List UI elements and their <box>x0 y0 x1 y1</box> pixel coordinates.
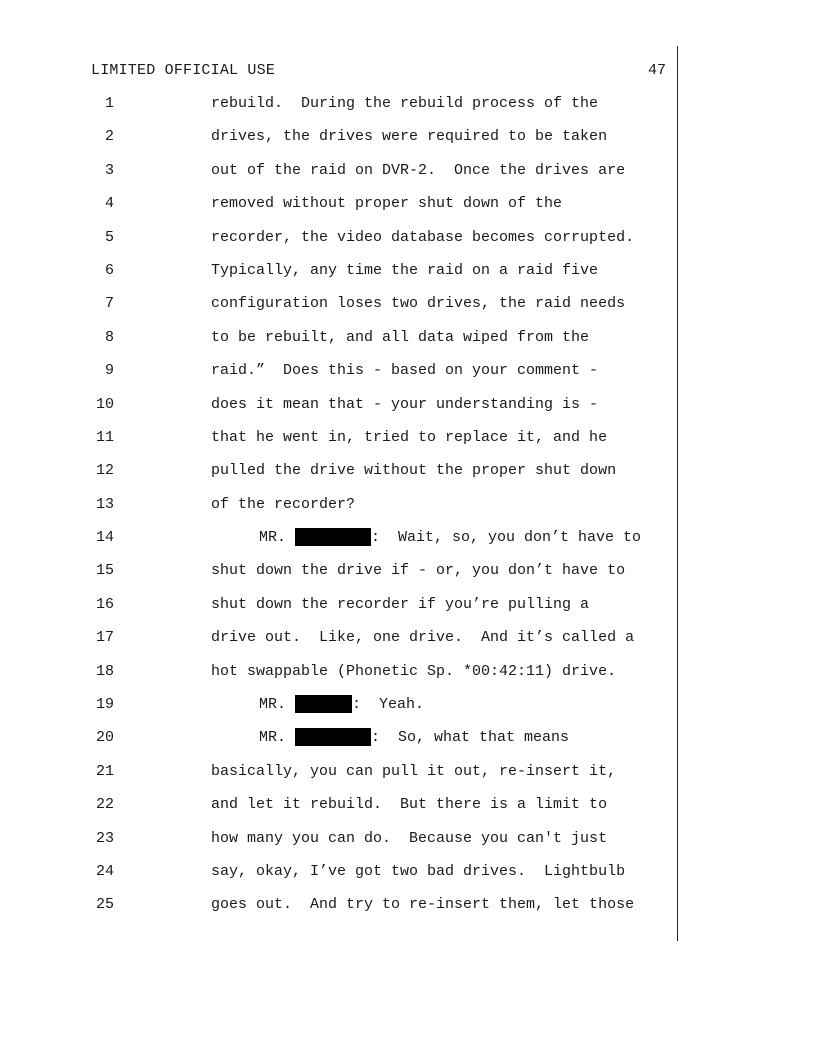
line-text: and let it rebuild. But there is a limit to <box>211 796 608 814</box>
transcript-line <box>0 763 816 796</box>
transcript-line <box>0 329 816 362</box>
transcript-line <box>0 195 816 228</box>
line-text: recorder, the video database becomes corrupted. <box>211 228 635 246</box>
classification-header: LIMITED OFFICIAL USE <box>91 62 276 79</box>
line-number: 24 <box>95 862 114 880</box>
line-number: 5 <box>104 228 114 246</box>
line-number: 25 <box>95 896 114 914</box>
line-text: Typically, any time the raid on a raid five <box>211 261 599 279</box>
line-number: 9 <box>104 362 114 380</box>
redaction-block <box>295 728 371 746</box>
transcript-line <box>0 596 816 629</box>
line-text: say, okay, I’ve got two bad drives. Lightbulb <box>211 862 626 880</box>
line-text: drives, the drives were required to be taken <box>211 128 608 146</box>
line-number: 10 <box>95 395 114 413</box>
transcript-line <box>0 562 816 595</box>
line-text: goes out. And try to re-insert them, let those <box>211 896 635 914</box>
line-number: 12 <box>95 462 114 480</box>
transcript-line <box>0 629 816 662</box>
transcript-line <box>0 896 816 929</box>
transcript-line <box>0 162 816 195</box>
line-text: to be rebuilt, and all data wiped from the <box>211 328 590 346</box>
line-text: basically, you can pull it out, re-insert it, <box>211 762 617 780</box>
line-number: 3 <box>104 161 114 179</box>
line-text: : Wait, so, you don’t have to <box>371 529 642 547</box>
line-number: 19 <box>95 696 114 714</box>
line-number: 8 <box>104 328 114 346</box>
line-text: rebuild. During the rebuild process of the <box>211 95 599 112</box>
line-text: of the recorder? <box>211 495 356 513</box>
line-text: that he went in, tried to replace it, and he <box>211 428 608 446</box>
line-number: 18 <box>95 662 114 680</box>
transcript-line <box>0 529 816 562</box>
transcript-line <box>0 362 816 395</box>
line-number: 21 <box>95 762 114 780</box>
line-number: 2 <box>104 128 114 146</box>
transcript-line <box>0 863 816 896</box>
transcript-line <box>0 663 816 696</box>
transcript-line <box>0 229 816 262</box>
transcript-body <box>0 95 816 930</box>
transcript-line <box>0 496 816 529</box>
line-number: 22 <box>95 796 114 814</box>
line-text: raid.” Does this - based on your comment - <box>211 362 599 380</box>
line-number: 15 <box>95 562 114 580</box>
line-text: shut down the recorder if you’re pulling a <box>211 595 590 613</box>
transcript-line <box>0 95 816 128</box>
line-number: 1 <box>104 95 114 112</box>
line-number: 7 <box>104 295 114 313</box>
line-text: hot swappable (Phonetic Sp. *00:42:11) drive. <box>211 662 617 680</box>
transcript-line <box>0 429 816 462</box>
line-number: 20 <box>95 729 114 747</box>
speaker-line <box>259 729 569 746</box>
speaker-line <box>259 696 424 713</box>
speaker-prefix: MR. <box>259 729 296 747</box>
line-number: 14 <box>95 529 114 547</box>
line-text: : So, what that means <box>371 729 570 747</box>
transcript-line <box>0 396 816 429</box>
transcript-line <box>0 729 816 762</box>
line-text: how many you can do. Because you can't just <box>211 829 608 847</box>
transcript-line <box>0 128 816 161</box>
line-number: 13 <box>95 495 114 513</box>
line-number: 11 <box>95 428 114 446</box>
speaker-prefix: MR. <box>259 529 296 547</box>
line-text: out of the raid on DVR-2. Once the drives are <box>211 161 626 179</box>
transcript-line <box>0 796 816 829</box>
line-text: : Yeah. <box>352 696 425 714</box>
line-number: 6 <box>104 261 114 279</box>
line-number: 16 <box>95 595 114 613</box>
line-text: does it mean that - your understanding is - <box>211 395 599 413</box>
line-text: shut down the drive if - or, you don’t have to <box>211 562 626 580</box>
transcript-line <box>0 696 816 729</box>
transcript-line <box>0 830 816 863</box>
speaker-prefix: MR. <box>259 696 296 714</box>
transcript-line <box>0 462 816 495</box>
speaker-line <box>259 529 641 546</box>
line-text: removed without proper shut down of the <box>211 195 563 213</box>
page-number: 47 <box>648 62 667 79</box>
line-number: 17 <box>95 629 114 647</box>
redaction-block <box>295 528 371 546</box>
line-text: drive out. Like, one drive. And it’s called a <box>211 629 635 647</box>
transcript-line <box>0 262 816 295</box>
line-text: configuration loses two drives, the raid needs <box>211 295 626 313</box>
transcript-line <box>0 295 816 328</box>
redaction-block <box>295 695 352 713</box>
line-number: 4 <box>104 195 114 213</box>
line-number: 23 <box>95 829 114 847</box>
line-text: pulled the drive without the proper shut down <box>211 462 617 480</box>
